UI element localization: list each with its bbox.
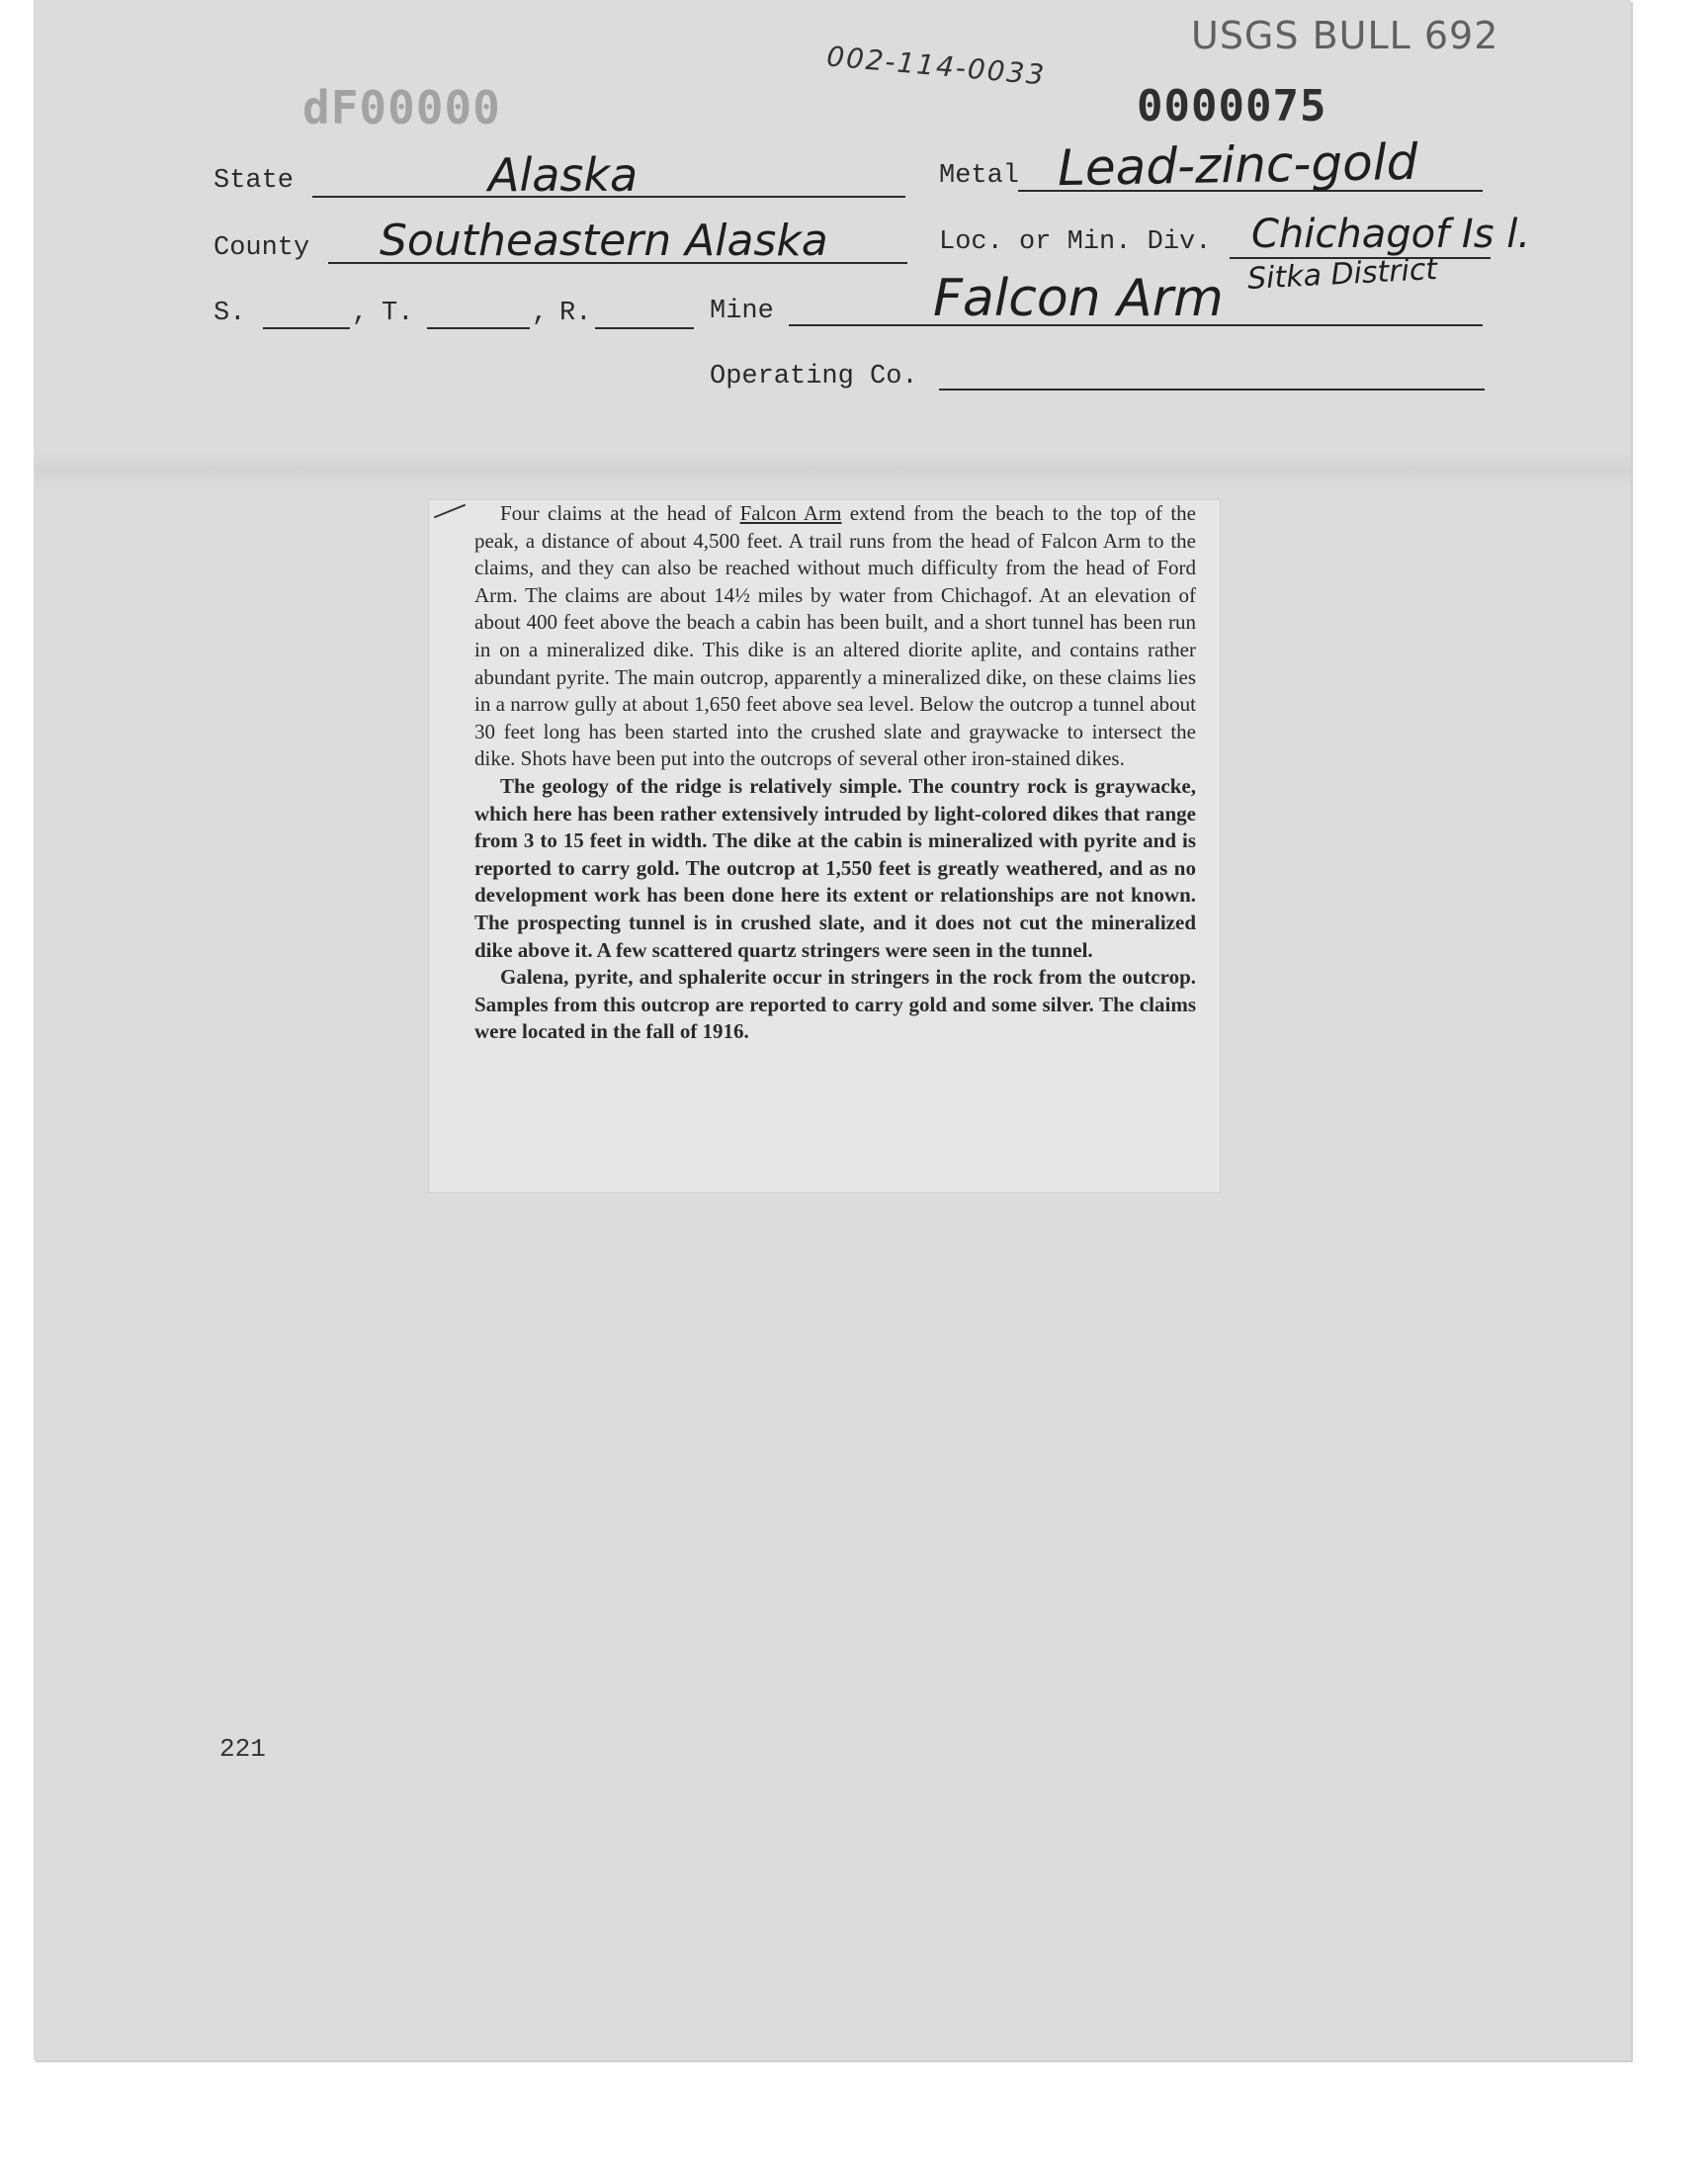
- township-label: T.: [382, 299, 414, 328]
- fold-band: [34, 450, 1631, 489]
- text-clipping: [429, 500, 1220, 1192]
- range-label: R.: [559, 299, 592, 328]
- location-note: Sitka District: [1246, 251, 1438, 298]
- location-label: Loc. or Min. Div.: [939, 227, 1212, 257]
- state-value: Alaska: [488, 148, 639, 202]
- check-mark-icon: [434, 504, 466, 519]
- location-value: Chichagof Is l.: [1251, 212, 1531, 257]
- county-value: Southeastern Alaska: [380, 216, 828, 266]
- range-line: [595, 327, 694, 329]
- falcon-arm-underline: Falcon Arm: [739, 501, 842, 525]
- mine-value: Falcon Arm: [933, 269, 1224, 328]
- township-line: [427, 327, 530, 329]
- mine-label: Mine: [710, 297, 774, 326]
- faint-stamp: dF00000: [302, 81, 501, 134]
- section-label: S.: [214, 299, 246, 328]
- clipping-paragraph-1: Four claims at the head of Falcon Arm extend from the beach to the top of the peak, a distance of about 4,500 feet. A trail runs from the head of Falcon Arm to the claims, and they can also be reached without much difficulty from the head of Ford Arm. The claims are about 14½ miles by water from Chichagof. At an elevation of about 400 feet above the beach a cabin has been built, and a short tunnel has been run in on a mineralized dike. This dike is an altered diorite aplite, and contains rather abundant pyrite. The main outcrop, apparently a mineralized dike, on these claims lies in a narrow gully at about 1,650 feet above sea level. Below the outcrop a tunnel about 30 feet long has been started into the crushed slate and graywacke to intersect the dike. Shots have been put into the outcrops of several other iron-stained dikes.: [474, 501, 1196, 771]
- section-line: [263, 327, 350, 329]
- county-label: County: [214, 233, 310, 263]
- clipping-paragraph-3: Galena, pyrite, and sphalerite occur in stringers in the rock from the outcrop. Samples from this outcrop are reported to carry gold and some silver. The claims were located in the fall of 1916.: [474, 965, 1196, 1044]
- metal-value: Lead-zinc-gold: [1057, 132, 1418, 198]
- clipping-paragraph-2: The geology of the ridge is relatively simple. The country rock is graywacke, which here has been rather extensively intruded by light-colored dikes that range from 3 to 15 feet in width. The dike at the cabin is mineralized with pyrite and is reported to carry gold. The outcrop at 1,550 feet is greatly weathered, and as no development work has been done here its extent or relationships are not known. The prospecting tunnel is in crushed slate, and it does not cut the mineralized dike above it. A few scattered quartz stringers were seen in the tunnel.: [474, 773, 1196, 962]
- operating-co-line: [939, 389, 1485, 391]
- collection-stamp: USGS BULL 692: [1191, 14, 1499, 57]
- page-number: 221: [219, 1734, 266, 1764]
- state-label: State: [214, 166, 295, 196]
- accession-number: 002-114-0033: [824, 40, 1048, 92]
- metal-label: Metal: [939, 161, 1020, 191]
- operating-co-label: Operating Co.: [710, 362, 918, 392]
- record-number-stamp: 0000075: [1137, 81, 1327, 131]
